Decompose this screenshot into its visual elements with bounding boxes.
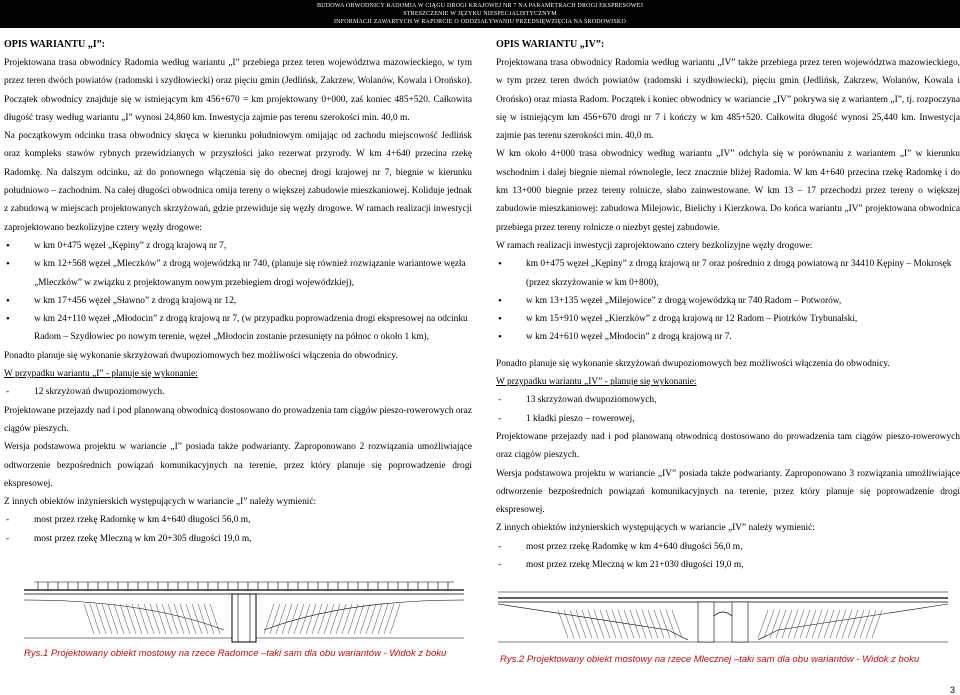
subheading: W przypadku wariantu „I” - planuje się wykonanie: xyxy=(4,369,198,380)
list-item: • w km 24+110 węzeł „Młodocin” z drogą krajową nr 7, (w przypadku poprowadzenia drogi ekspresowej na odcinku Radom – Szydłowiec po nowym terenie, węzeł „Młodocin zostanie przesunięty na północ o około 1 km), xyxy=(4,310,472,347)
header-line-2: STRESZCZENIE W JĘZYKU NIESPECJALISTYCZNYM xyxy=(403,11,557,17)
subheading: W przypadku wariantu „IV” - planuje się wykonanie: xyxy=(496,377,697,388)
list-item: • km 0+475 węzeł „Kępiny” z drogą krajową nr 7 oraz pośrednio z drogą powiatową nr 34410 Kępiny – Mokrosęk (przez skrzyżowanie w km 0+800), xyxy=(496,255,960,292)
paragraph: Projektowana trasa obwodnicy Radomia według wariantu „I” przebiega przez teren województwa mazowieckiego, w tym przez teren dwóch powiatów (radomski i szydłowiecki) oraz pięciu gmin (Jedlińsk, Zakrzew, Wolanów, Kowala i Orońsko). Początek obwodnicy znajduje się w istniejącym km 456+670 = km projektowany 0+000, zaś koniec 485+520. Całkowita długość trasy według wariantu „I” wynosi 24,860 km. Inwestycja zajmie pas terenu szerokości min. 40,0 m. xyxy=(4,58,472,123)
page-number: 3 xyxy=(950,685,956,695)
list-item: - most przez rzekę Radomkę w km 4+640 długości 56,0 m, xyxy=(4,511,472,529)
bridge-mleczna-drawing xyxy=(498,570,948,646)
paragraph: Wersja podstawowa projektu w wariancie „I” posiada także podwarianty. Zaproponowano 2 rozwiązania umożliwiające odtworzenie bezpośrednich powiązań komunikacyjnych na terenie, przez który planuje się poprowadzenie drogi ekspresowej. xyxy=(4,442,472,489)
paragraph: Wersja podstawowa projektu w wariancie „IV” posiada także podwarianty. Zaproponowano 3 rozwiązania umożliwiające odtworzenie bezpośrednich powiązań komunikacyjnych na terenie, przez który planuje się poprowadzenie drogi ekspresowej. xyxy=(496,468,960,516)
list-item: - 12 skrzyżowań dwupoziomowych. xyxy=(4,383,472,401)
paragraph: Projektowana trasa obwodnicy Radomia według wariantu „IV” także przebiega przez teren województwa mazowieckiego, w tym przez teren dwóch powiatów (radomski i szydłowiecki), pięciu gmin (Jedlińsk, Zakrzew, Wolanów, Kowala i Orońsko) oraz miasta Radom. Początek i koniec obwodnicy w wariancie „IV” pokrywa się z wariantem „I”, tj. rozpoczyna się w istniejącym km 456+670 drogi nr 7 i kończy w km 485+520. Całkowita długość wynosi 25,440 km. Inwestycja zajmie pas terenu szerokości min. 40,0 m. xyxy=(496,58,960,142)
list-item: - most przez rzekę Mleczną w km 20+305 długości 19,0 m, xyxy=(4,530,472,548)
variant-i-column xyxy=(4,36,472,548)
list-item: • w km 12+568 węzeł „Mleczków” z drogą wojewódzką nr 740, (planuje się również rozwiązanie wariantowe węzła „Mleczków” w związku z projektowanym nowym przebiegiem drogi wojewódzkiej), xyxy=(4,255,472,292)
list-item: • w km 17+456 węzeł „Sławno” z drogą krajową nr 12, xyxy=(4,292,472,310)
bridge-radomka-drawing xyxy=(24,560,464,646)
paragraph: Z innych obiektów inżynierskich występujących w wariancie „I” należy wymienić: xyxy=(4,497,317,508)
paragraph: W km około 4+000 trasa obwodnicy według wariantu „IV” odchyla się w porównaniu z wariantem „I” w kierunku wschodnim i dalej biegnie niemal równolegle, lecz znacznie bliżej Radomia. W km 4+640 przecina rzekę Radomkę i do km 13+000 biegnie przez tereny rolnicze, słabo zainwestowane. W km 13 – 17 przechodzi przez tereny o większej zabudowie mieszkaniowej: zabudowa Milejowic, Bielichy i Kierzkowa. Do końca wariantu „IV” projektowana obwodnica przebiega przez tereny rolnicze o niezbyt gęstej zabudowie. xyxy=(496,149,960,233)
list-item: • w km 24+610 węzeł „Młodocin” z drogą krajową nr 7. xyxy=(496,328,960,346)
variant-i-title: OPIS WARIANTU „I”: xyxy=(4,39,105,50)
figure-2-caption: Rys.2 Projektowany obiekt mostowy na rzece Mlecznej –taki sam dla obu wariantów - Widok z boku xyxy=(500,654,920,665)
variant-iv-title: OPIS WARIANTU „IV”: xyxy=(496,39,605,50)
paragraph: Ponadto planuje się wykonanie skrzyżowań dwupoziomowych bez możliwości włączenia do obwodnicy. xyxy=(4,350,398,361)
list-item: - 1 kładki pieszo – rowerowej, xyxy=(496,410,960,428)
paragraph: W ramach realizacji inwestycji zaprojektowano cztery bezkolizyjne węzły drogowe: xyxy=(496,240,813,251)
header-line-1: BUDOWA OBWODNICY RADOMIA W CIĄGU DROGI KRAJOWEJ NR 7 NA PARAMETRACH DROGI EKSPRESOWEJ xyxy=(316,3,644,9)
paragraph: Projektowane przejazdy nad i pod planowaną obwodnicą dostosowano do prowadzenia tam ciągów pieszo-rowerowych oraz ciągów pieszych. xyxy=(496,431,960,461)
list-item: • w km 15+910 węzeł „Kierzków” z drogą krajową nr 12 Radom – Piotrków Trybunalski, xyxy=(496,310,960,328)
paragraph: Ponadto planuje się wykonanie skrzyżowań dwupoziomowych bez możliwości włączenia do obwodnicy. xyxy=(496,358,890,369)
list-item: - most przez rzekę Radomkę w km 4+640 długości 56,0 m, xyxy=(496,538,960,556)
list-item: • w km 0+475 węzeł „Kępiny” z drogą krajową nr 7, xyxy=(4,237,472,255)
header-line-3: INFORMACJI ZAWARTYCH W RAPORCIE O ODDZIAŁYWANIU PRZEDSIĘWZIĘCIA NA ŚRODOWISKO xyxy=(333,19,626,25)
figure-1-caption: Rys.1 Projektowany obiekt mostowy na rzece Radomce –taki sam dla obu wariantów - Widok z boku xyxy=(24,648,447,659)
paragraph: Projektowane przejazdy nad i pod planowaną obwodnicą dostosowano do prowadzenia tam ciągów pieszo-rowerowych oraz ciągów pieszych. xyxy=(4,405,472,434)
document-header xyxy=(0,0,960,28)
paragraph: Z innych obiektów inżynierskich występujących w wariancie „IV” należy wymienić: xyxy=(496,523,815,534)
list-item: - most przez rzekę Mleczną w km 21+030 długości 19,0 m, xyxy=(496,556,960,574)
paragraph: Na początkowym odcinku trasa obwodnicy skręca w kierunku południowym omijając od zachodu miejscowość Jedlińsk oraz kompleks stawów rybnych przewidzianych w przyszłości jako rezerwat przyrody. W km 4+640 przecina rzekę Radomkę. Na dalszym odcinku, aż do ponownego włączenia się do obecnej drogi krajowej nr 7, biegnie w kierunku południowo – zachodnim. Na całej długości obwodnica omija tereny o większej zabudowie mieszkaniowej. Koliduje jednak z zabudową w miejscach projektowanych skrzyżowań, gdzie przewiduje się węzły drogowe. W ramach realizacji inwestycji zaprojektowano bezkolizyjne cztery węzły drogowe: xyxy=(4,131,472,233)
variant-iv-column xyxy=(496,36,960,574)
list-item: • w km 13+135 węzeł „Milejowice” z drogą wojewódzką nr 740 Radom – Potworów, xyxy=(496,292,960,310)
list-item: - 13 skrzyżowań dwupoziomowych, xyxy=(496,391,960,409)
